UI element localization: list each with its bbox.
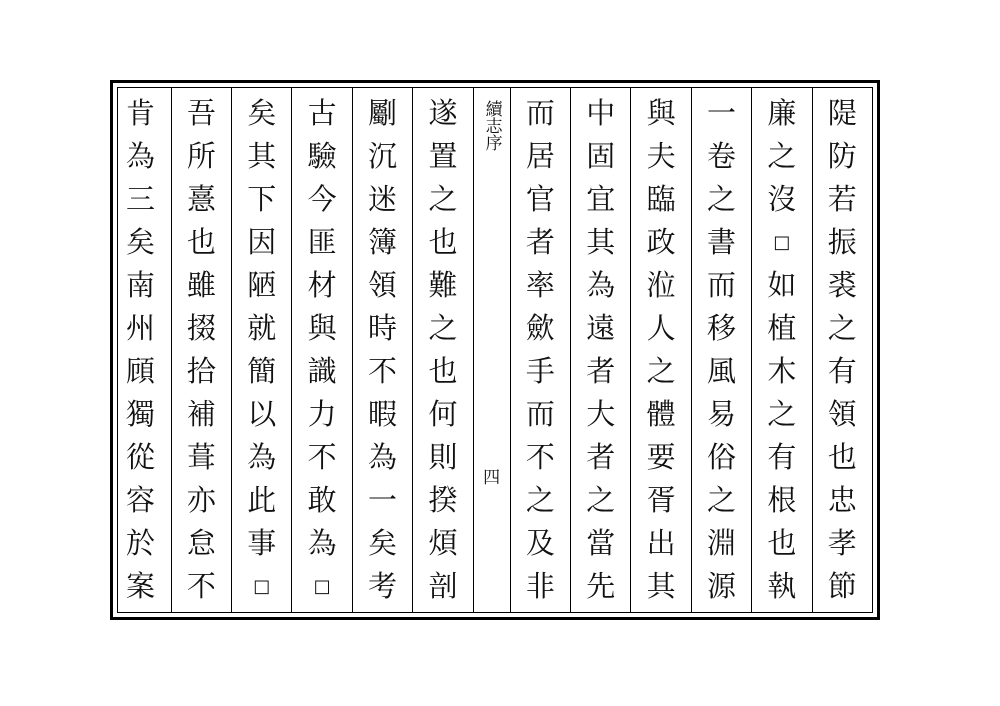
- character: 憙: [186, 182, 216, 216]
- character: 手: [525, 354, 555, 388]
- character: 沒: [767, 182, 797, 216]
- character: 與: [646, 96, 676, 130]
- character: 其: [646, 569, 676, 603]
- character: 體: [646, 397, 676, 431]
- character: 雖: [186, 268, 216, 302]
- character: 風: [707, 354, 737, 388]
- character: 考: [368, 569, 398, 603]
- character: 簿: [368, 225, 398, 259]
- character: 所: [186, 139, 216, 173]
- character: 為: [247, 440, 277, 474]
- character: 淵: [707, 526, 737, 560]
- character: 大: [586, 397, 616, 431]
- character: 居: [525, 139, 555, 173]
- character: 材: [307, 268, 337, 302]
- character: 易: [707, 397, 737, 431]
- character: 涖: [646, 268, 676, 302]
- character: 矣: [125, 225, 155, 259]
- character: 之: [646, 354, 676, 388]
- character: 因: [247, 225, 277, 259]
- character: 書: [707, 225, 737, 259]
- text-column: [352, 88, 412, 612]
- character: 補: [186, 397, 216, 431]
- character: 之: [428, 311, 458, 345]
- text-column: [751, 88, 811, 612]
- character: 亦: [186, 483, 216, 517]
- character: 有: [767, 440, 797, 474]
- character: 者: [586, 354, 616, 388]
- character: 則: [428, 440, 458, 474]
- character: 根: [767, 483, 797, 517]
- character: 下: [247, 182, 277, 216]
- character: 為: [368, 440, 398, 474]
- character: 拾: [186, 354, 216, 388]
- character: 中: [586, 96, 616, 130]
- character: 也: [428, 225, 458, 259]
- character: 政: [646, 225, 676, 259]
- text-column: [570, 88, 630, 612]
- character: 卷: [707, 139, 737, 173]
- character: 事: [247, 526, 277, 560]
- character: 官: [525, 182, 555, 216]
- character: 剖: [428, 569, 458, 603]
- character: 容: [125, 483, 155, 517]
- character: 南: [125, 268, 155, 302]
- character: 今: [307, 182, 337, 216]
- character: 廉: [767, 96, 797, 130]
- character: 及: [525, 526, 555, 560]
- character: 也: [186, 225, 216, 259]
- character: 為: [307, 526, 337, 560]
- character: 怠: [186, 526, 216, 560]
- character: 此: [247, 483, 277, 517]
- character: 為: [125, 139, 155, 173]
- text-column: [691, 88, 751, 612]
- character: 振: [827, 225, 857, 259]
- page-number: 四: [483, 468, 501, 488]
- character: 防: [827, 139, 857, 173]
- character: 宜: [586, 182, 616, 216]
- character: 沉: [368, 139, 398, 173]
- character: 之: [525, 483, 555, 517]
- page-frame: [110, 80, 880, 620]
- character: 俗: [707, 440, 737, 474]
- character: 之: [767, 397, 797, 431]
- character: 揆: [428, 483, 458, 517]
- character: 領: [827, 397, 857, 431]
- character: 不: [525, 440, 555, 474]
- character: 植: [767, 311, 797, 345]
- character: 之: [827, 311, 857, 345]
- character: 就: [247, 311, 277, 345]
- character: 如: [767, 268, 797, 302]
- character: 陋: [247, 268, 277, 302]
- character: 從: [125, 440, 155, 474]
- character: 裘: [827, 268, 857, 302]
- character: 遂: [428, 96, 458, 130]
- character: 要: [646, 440, 676, 474]
- character: 也: [428, 354, 458, 388]
- character: 有: [827, 354, 857, 388]
- character: 歛: [525, 311, 555, 345]
- character: 者: [586, 440, 616, 474]
- character: 葺: [186, 440, 216, 474]
- character: 其: [247, 139, 277, 173]
- missing-character-box: □: [253, 576, 271, 597]
- character: 忠: [827, 483, 857, 517]
- character: 領: [368, 268, 398, 302]
- character: 一: [707, 96, 737, 130]
- character: 暇: [368, 397, 398, 431]
- character: 力: [307, 397, 337, 431]
- text-column: [510, 88, 570, 612]
- character: 掇: [186, 311, 216, 345]
- character: 不: [368, 354, 398, 388]
- character: 煩: [428, 526, 458, 560]
- character: 先: [586, 569, 616, 603]
- character: 簡: [247, 354, 277, 388]
- text-column: [171, 88, 231, 612]
- character: 迷: [368, 182, 398, 216]
- character: 頋: [125, 354, 155, 388]
- character: 不: [307, 440, 337, 474]
- character: 驗: [307, 139, 337, 173]
- character: 以: [247, 397, 277, 431]
- character: 之: [707, 483, 737, 517]
- character: 也: [767, 526, 797, 560]
- character: 識: [307, 354, 337, 388]
- character: 之: [428, 182, 458, 216]
- center-gutter: [473, 88, 510, 612]
- character: 若: [827, 182, 857, 216]
- character: 固: [586, 139, 616, 173]
- character: 人: [646, 311, 676, 345]
- character: 木: [767, 354, 797, 388]
- character: 者: [525, 225, 555, 259]
- text-column: [110, 88, 170, 612]
- character: 孝: [827, 526, 857, 560]
- character: 夫: [646, 139, 676, 173]
- character: 劚: [368, 96, 398, 130]
- character: 於: [125, 526, 155, 560]
- character: 案: [125, 569, 155, 603]
- character: 臨: [646, 182, 676, 216]
- character: 匪: [307, 225, 337, 259]
- text-column: [291, 88, 351, 612]
- missing-character-box: □: [313, 576, 331, 597]
- character: 隄: [827, 96, 857, 130]
- text-column: [231, 88, 291, 612]
- character: 非: [525, 569, 555, 603]
- character: 其: [586, 225, 616, 259]
- character: 而: [525, 397, 555, 431]
- character: 執: [767, 569, 797, 603]
- character: 之: [586, 483, 616, 517]
- character: 之: [707, 182, 737, 216]
- character: 肯: [125, 96, 155, 130]
- text-column: [812, 88, 872, 612]
- character: 胥: [646, 483, 676, 517]
- character: 矣: [368, 526, 398, 560]
- character: 獨: [125, 397, 155, 431]
- character: 之: [767, 139, 797, 173]
- character: 三: [125, 182, 155, 216]
- character: 也: [827, 440, 857, 474]
- character: 移: [707, 311, 737, 345]
- character: 吾: [186, 96, 216, 130]
- missing-character-box: □: [773, 232, 791, 253]
- center-title: 續志序: [481, 100, 502, 151]
- character: 率: [525, 268, 555, 302]
- character: 出: [646, 526, 676, 560]
- character: 時: [368, 311, 398, 345]
- character: 何: [428, 397, 458, 431]
- character: 而: [525, 96, 555, 130]
- character: 遠: [586, 311, 616, 345]
- text-column: [412, 88, 472, 612]
- character: 而: [707, 268, 737, 302]
- character: 源: [707, 569, 737, 603]
- character: 敢: [307, 483, 337, 517]
- character: 與: [307, 311, 337, 345]
- character: 矣: [247, 96, 277, 130]
- character: 當: [586, 526, 616, 560]
- character: 置: [428, 139, 458, 173]
- character: 節: [827, 569, 857, 603]
- text-column: [630, 88, 690, 612]
- character: 難: [428, 268, 458, 302]
- character: 州: [125, 311, 155, 345]
- character: 不: [186, 569, 216, 603]
- character: 一: [368, 483, 398, 517]
- character: 為: [586, 268, 616, 302]
- character: 古: [307, 96, 337, 130]
- text-grid: [117, 87, 873, 613]
